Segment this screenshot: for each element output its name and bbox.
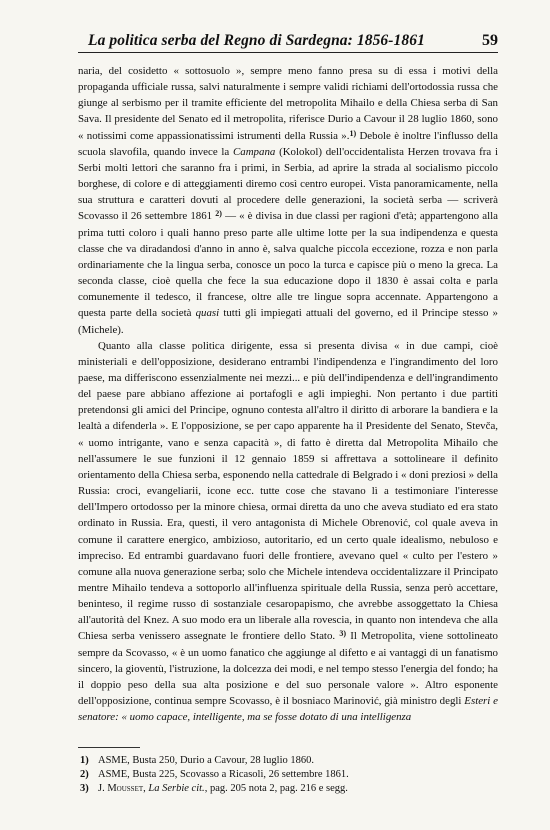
footnote-reference: 1): [349, 128, 357, 138]
text-run: ,: [143, 783, 149, 795]
text-run: (Kolokol) dell'occidentalista Herzen trovava fra i Serbi molti lettori che saranno fra i primi, in Serbia, ad aprire la strada al socialismo piccolo borghese, di colore e di atteggiamenti diremo così centro europei. Vista panoramicamente, nella sua struttura e caratteri dovuti al procedere delle generazioni, la società serba — scriverà Scovasso il 26 settembre 1861: [78, 145, 498, 223]
italic-text: « uomo capace, intelligente, ma se fosse dotato di una intelligenza: [121, 711, 412, 724]
text-run: Quanto alla classe politica dirigente, essa si presenta divisa « in due campi, cioè ministeriali e dell'opposizione, desiderano entrambi l'indipendenza e l'ingrandimento del loro paese, ma differiscono essenzialmente nei mezzi... e più dell'indipendenza e dell'ingrandimento del paese pare abbiano affezione ai portafogli e agli impieghi. Non pertanto i due partiti pretendonsi gli amici del Principe, ognuno contesta all'altro il diritto di arborare la bandiera e la lealtà a difenderla ». E l'opposizione, se per capo apparente ha il Presidente del Senato, Stevča, « uomo intrigante, vano e senza capacità », di fatto è diretta dal Metropolita Mihailo che nell'assumere le sue funzioni il 12 gennaio 1859 si affrettava a sottolineare il definito orientamento della Chiesa serba, esponendo nella cattedrale di Belgrado i « doni preziosi » della Russia: croci, evangeliarii, icone ecc. tutte cose che stavano lì a testimoniare l'interesse dell'Impero ortodosso per la minore chiesa, ormai diretta da uno che aveva studiato ed era stato ordinato in Russia. Era, questi, il vero antagonista di Michele Obrenović, col quale aveva in comune il carattere energico, ambizioso, autoritario, ed un certo quale idealismo, nebuloso e impreciso. Ed entrambi guardavano fuori delle frontiere, avevano quel « culto per l'estero » comune alla nuova generazione serba; solo che Michele intendeva occidentalizzare il Principato mentre Mihailo tendeva a sottoporlo all'influenza spirituale della Russia, senza però accettare, beninteso, il regime russo di sostanziale cesaropapismo, che avrebbe assoggettato la Chiesa all'autorità del Knez. A suo modo era un liberale alla rovescia, in quanto non intendeva che alla Chiesa serba venissero assegnate le frontiere dello Stato.: [78, 339, 498, 643]
page-header: [78, 30, 498, 53]
paragraph: [78, 338, 498, 726]
footnote-number: 2): [80, 769, 89, 781]
text-run: naria, del cosidetto « sottosuolo », sempre meno fanno presa su di essa i motivi della propaganda ufficiale russa, salvi naturalmente i sempre validi richiami dell'ortodossia russa che giunge al serbismo per il tramite efficiente del metropolita Mihailo e della Chiesa serba di San Sava. Il presidente del Senato ed il metropolita, riferisce Durio a Cavour il 28 luglio 1860, sono « notissimi come appassionatissimi istrumenti della Russia ».: [78, 65, 498, 142]
footnote: [78, 768, 498, 782]
footnote-reference: 2): [215, 209, 222, 219]
text-run: , pag. 205 nota 2, pag. 216 e segg.: [204, 783, 348, 795]
text-run: — « è divisa in due classi per ragioni d'età; appartengono alla prima tutti coloro i quali hanno preso parte alle ultime lotte per la sua indipendenza e questa classe che va diradandosi d'anno in anno è, salva qualche piccola eccezione, rozza e non parla ordinariamente che la lingua serba, conosce un poco la turca e capisce più o meno la greca. La seconda classe, cioè quella che fece la sua educazione dopo il 1830 è assai colta e parla comunemente il tedesco, il francese, oltre alle tre lingue sopra accennate. Appartengono a questa parte della società: [78, 210, 498, 320]
italic-text: quasi: [195, 307, 220, 320]
main-text: [78, 63, 498, 725]
footnote-number: 1): [80, 755, 89, 767]
footnote-text: [98, 782, 348, 796]
footnote-reference: 3): [339, 629, 346, 639]
text-run: Debole è inoltre l'influsso della scuola slavofila, quando invece la: [78, 129, 499, 158]
footnote-text: [98, 768, 349, 782]
author-name: Mousset: [107, 783, 144, 795]
text-run: J.: [98, 783, 108, 795]
footnote: [78, 782, 498, 796]
page-number: 59: [482, 32, 498, 49]
text-run: ASME, Busta 250, Durio a Cavour, 28 luglio 1860.: [98, 755, 314, 767]
italic-text: Esteri e senatore:: [78, 695, 498, 724]
footnotes: [78, 754, 498, 796]
text-run: ASME, Busta 225, Scovasso a Ricasoli, 26 settembre 1861.: [98, 769, 349, 781]
text-run: tutti gli impiegati attuali del governo, ed il Principe stesso » (Michele).: [78, 307, 498, 336]
italic-text: La Serbie cit.: [148, 783, 205, 795]
running-title: La politica serba del Regno di Sardegna: 1856-1861: [88, 32, 425, 49]
footnote-number: 3): [80, 783, 89, 795]
footnote-separator: [78, 747, 140, 748]
text-run: Il Metropolita, viene sottolineato sempre da Scovasso, « è un uomo fanatico che aggiunge al difetto e ai vantaggi di un fanatismo sincero, la gioventù, l'istruzione, la dolcezza dei modi, e nel tempo stesso l'energia del fondo; ha il doppio peso della sua alta posizione e del suo personale valore ». Altro esponente dell'opposizione, continua sempre Scovasso, è il bosniaco Marinović, già ministro degli: [78, 630, 498, 708]
italic-text: Campana: [232, 145, 276, 158]
footnote: [78, 754, 498, 768]
footnote-text: [98, 754, 314, 768]
paragraph: [78, 63, 498, 338]
